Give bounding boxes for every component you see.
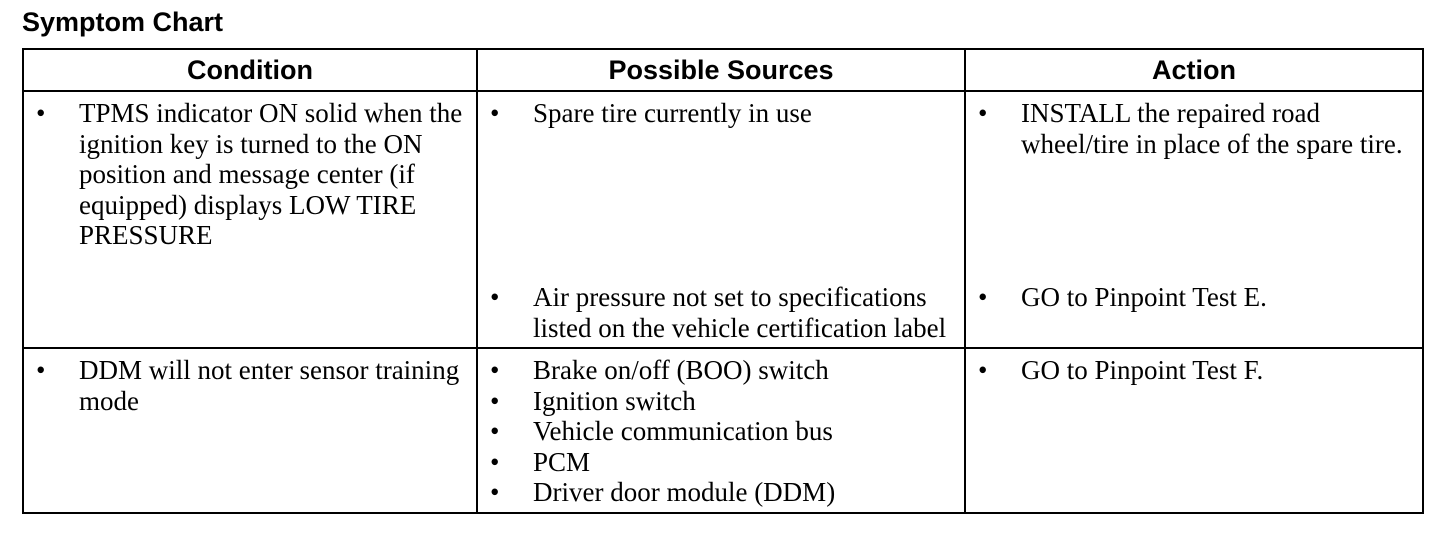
list-item xyxy=(976,282,1414,313)
condition-cell xyxy=(23,348,477,513)
header-action: Action xyxy=(965,49,1423,91)
list-item xyxy=(488,447,956,478)
bullet-icon: • xyxy=(978,355,988,385)
bullet-icon: • xyxy=(978,98,988,128)
symptom-table xyxy=(22,48,1424,514)
bullet-icon: • xyxy=(36,98,46,128)
source-text: Spare tire currently in use xyxy=(533,98,812,128)
bullet-icon: • xyxy=(978,282,988,312)
bullet-icon: • xyxy=(490,446,500,477)
list-item xyxy=(488,386,956,417)
list-item xyxy=(976,355,1414,386)
bullet-icon: • xyxy=(490,282,500,312)
source-text: PCM xyxy=(533,446,591,477)
action-cell xyxy=(965,348,1423,513)
condition-cell xyxy=(23,91,477,348)
condition-text: TPMS indicator ON solid when the ignition key is turned to the ON position and message center (if equipped) displays LOW TIRE PRESSURE xyxy=(79,98,463,250)
bullet-icon: • xyxy=(36,355,46,385)
source-text: Brake on/off (BOO) switch xyxy=(533,355,829,385)
list-item xyxy=(488,416,956,447)
sources-cell xyxy=(477,91,965,348)
header-condition: Condition xyxy=(23,49,477,91)
bullet-icon: • xyxy=(490,98,500,128)
source-text: Ignition switch xyxy=(533,385,696,416)
list-item xyxy=(488,282,956,343)
header-row xyxy=(23,49,1423,91)
action-text: GO to Pinpoint Test F. xyxy=(1021,355,1264,385)
sources-cell xyxy=(477,348,965,513)
action-text: GO to Pinpoint Test E. xyxy=(1021,282,1267,312)
page-title: Symptom Chart xyxy=(22,7,224,37)
bullet-icon: • xyxy=(490,416,500,446)
list-item xyxy=(488,355,956,386)
bullet-icon: • xyxy=(490,385,500,416)
header-possible-sources: Possible Sources xyxy=(477,49,965,91)
table-row xyxy=(23,91,1423,348)
list-item xyxy=(488,477,956,508)
source-text: Vehicle communication bus xyxy=(533,416,833,446)
table-row xyxy=(23,348,1423,513)
source-text: Air pressure not set to specifications listed on the vehicle certification label xyxy=(533,282,947,343)
condition-text: DDM will not enter sensor training mode xyxy=(79,355,460,416)
list-item xyxy=(488,98,956,129)
source-text: Driver door module (DDM) xyxy=(533,477,836,507)
action-text: INSTALL the repaired road wheel/tire in place of the spare tire. xyxy=(1021,98,1403,159)
list-item xyxy=(976,98,1414,159)
list-item xyxy=(34,98,468,251)
bullet-icon: • xyxy=(490,355,500,385)
action-cell xyxy=(965,91,1423,348)
bullet-icon: • xyxy=(490,477,500,507)
list-item xyxy=(34,355,468,416)
